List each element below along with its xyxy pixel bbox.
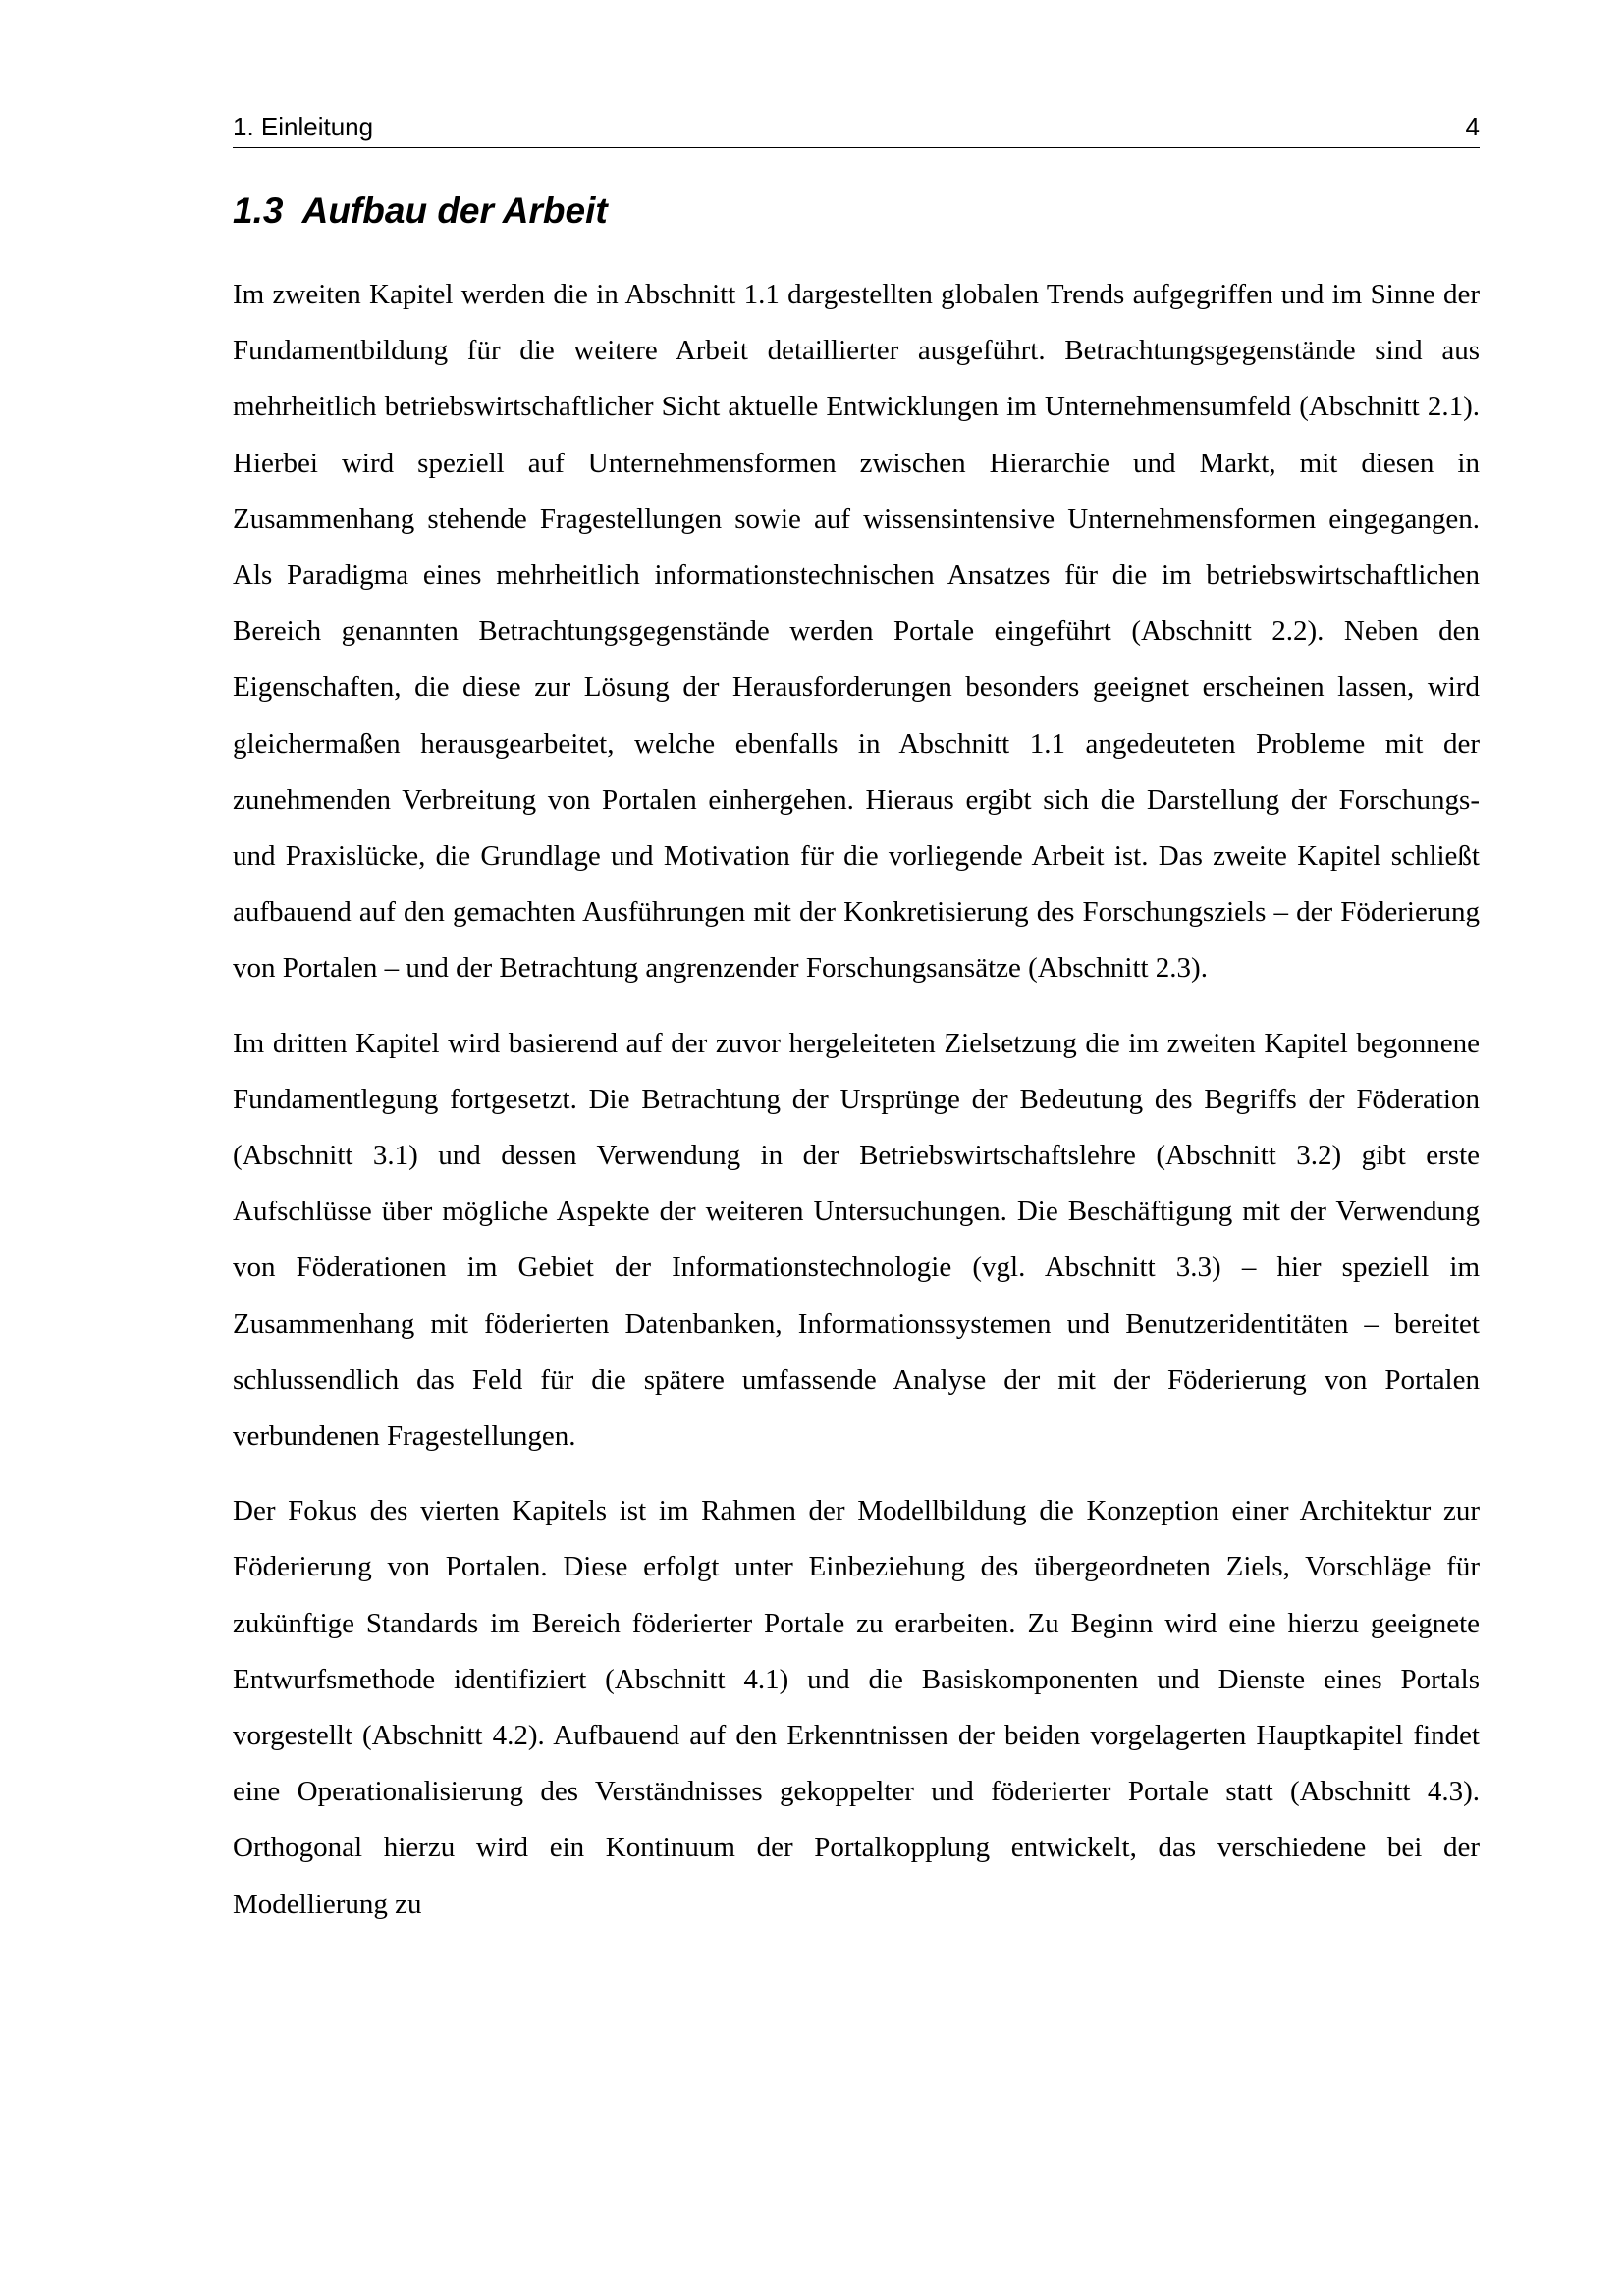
running-header — [233, 110, 1480, 148]
page-number: 4 — [1465, 112, 1480, 141]
section-number: 1.3 — [233, 190, 284, 231]
paragraph-chapter-three: Im dritten Kapitel wird basierend auf der zuvor hergeleiteten Zielsetzung die im zweiten Kapitel begonnene Fundamentlegung fortgesetzt. Die Betrachtung der Ursprünge der Bedeutung des Begriffs der Föderation (Abschnitt 3.1) und dessen Verwendung in der Betriebswirtschaftslehre (Abschnitt 3.2) gibt erste Aufschlüsse über mögliche Aspekte der weiteren Untersuchungen. Die Beschäftigung mit der Verwendung von Föderationen im Gebiet der Informationstechnologie (vgl. Abschnitt 3.3) – hier speziell im Zusammenhang mit föderierten Datenbanken, Informationssystemen und Benutzeridentitäten – bereitet schlussendlich das Feld für die spätere umfassende Analyse der mit der Föderierung von Portalen verbundenen Fragestellungen. — [233, 1027, 1480, 1453]
body-text — [233, 267, 1480, 1951]
section-heading — [233, 190, 608, 232]
paragraph-chapter-four: Der Fokus des vierten Kapitels ist im Rahmen der Modellbildung die Konzeption einer Architektur zur Föderierung von Portalen. Diese erfolgt unter Einbeziehung des übergeordneten Ziels, Vorschläge für zukünftige Standards im Bereich föderierter Portale zu erarbeiten. Zu Beginn wird eine hierzu geeignete Entwurfsmethode identifiziert (Abschnitt 4.1) und die Basiskomponenten und Dienste eines Portals vorgestellt (Abschnitt 4.2). Aufbauend auf den Erkenntnissen der beiden vorgelagerten Hauptkapitel findet eine Operationalisierung des Verständnisses gekoppelter und föderierter Portale statt (Abschnitt 4.3). Orthogonal hierzu wird ein Kontinuum der Portalkopplung entwickelt, das verschiedene bei der Modellierung zu — [233, 1495, 1480, 1920]
section-title: Aufbau der Arbeit — [301, 190, 608, 231]
running-header-chapter: 1. Einleitung — [233, 112, 374, 141]
paragraph-chapter-two: Im zweiten Kapitel werden die in Abschnitt 1.1 dargestellten globalen Trends aufgegriffen und im Sinne der Fundamentbildung für die weitere Arbeit detaillierter ausgeführt. Betrachtungsgegenstände sind aus mehrheitlich betriebswirtschaftlicher Sicht aktuelle Entwicklungen im Unternehmensumfeld (Abschnitt 2.1). Hierbei wird speziell auf Unternehmensformen zwischen Hierarchie und Markt, mit diesen in Zusammenhang stehende Fragestellungen sowie auf wissensintensive Unternehmensformen eingegangen. Als Paradigma eines mehrheitlich informationstechnischen Ansatzes für die im betriebswirtschaftlichen Bereich genannten Betrachtungsgegenstände werden Portale eingeführt (Abschnitt 2.2). Neben den Eigenschaften, die diese zur Lösung der Herausforderungen besonders geeignet erscheinen lassen, wird gleichermaßen herausgearbeitet, welche ebenfalls in Abschnitt 1.1 angedeuteten Probleme mit der zunehmenden Verbreitung von Portalen einhergehen. Hieraus ergibt sich die Darstellung der Forschungs- und Praxislücke, die Grundlage und Motivation für die vorliegende Arbeit ist. Das zweite Kapitel schließt aufbauend auf den gemachten Ausführungen mit der Konkretisierung des Forschungsziels – der Föderierung von Portalen – und der Betrachtung angrenzender Forschungsansätze (Abschnitt 2.3). — [233, 279, 1480, 985]
